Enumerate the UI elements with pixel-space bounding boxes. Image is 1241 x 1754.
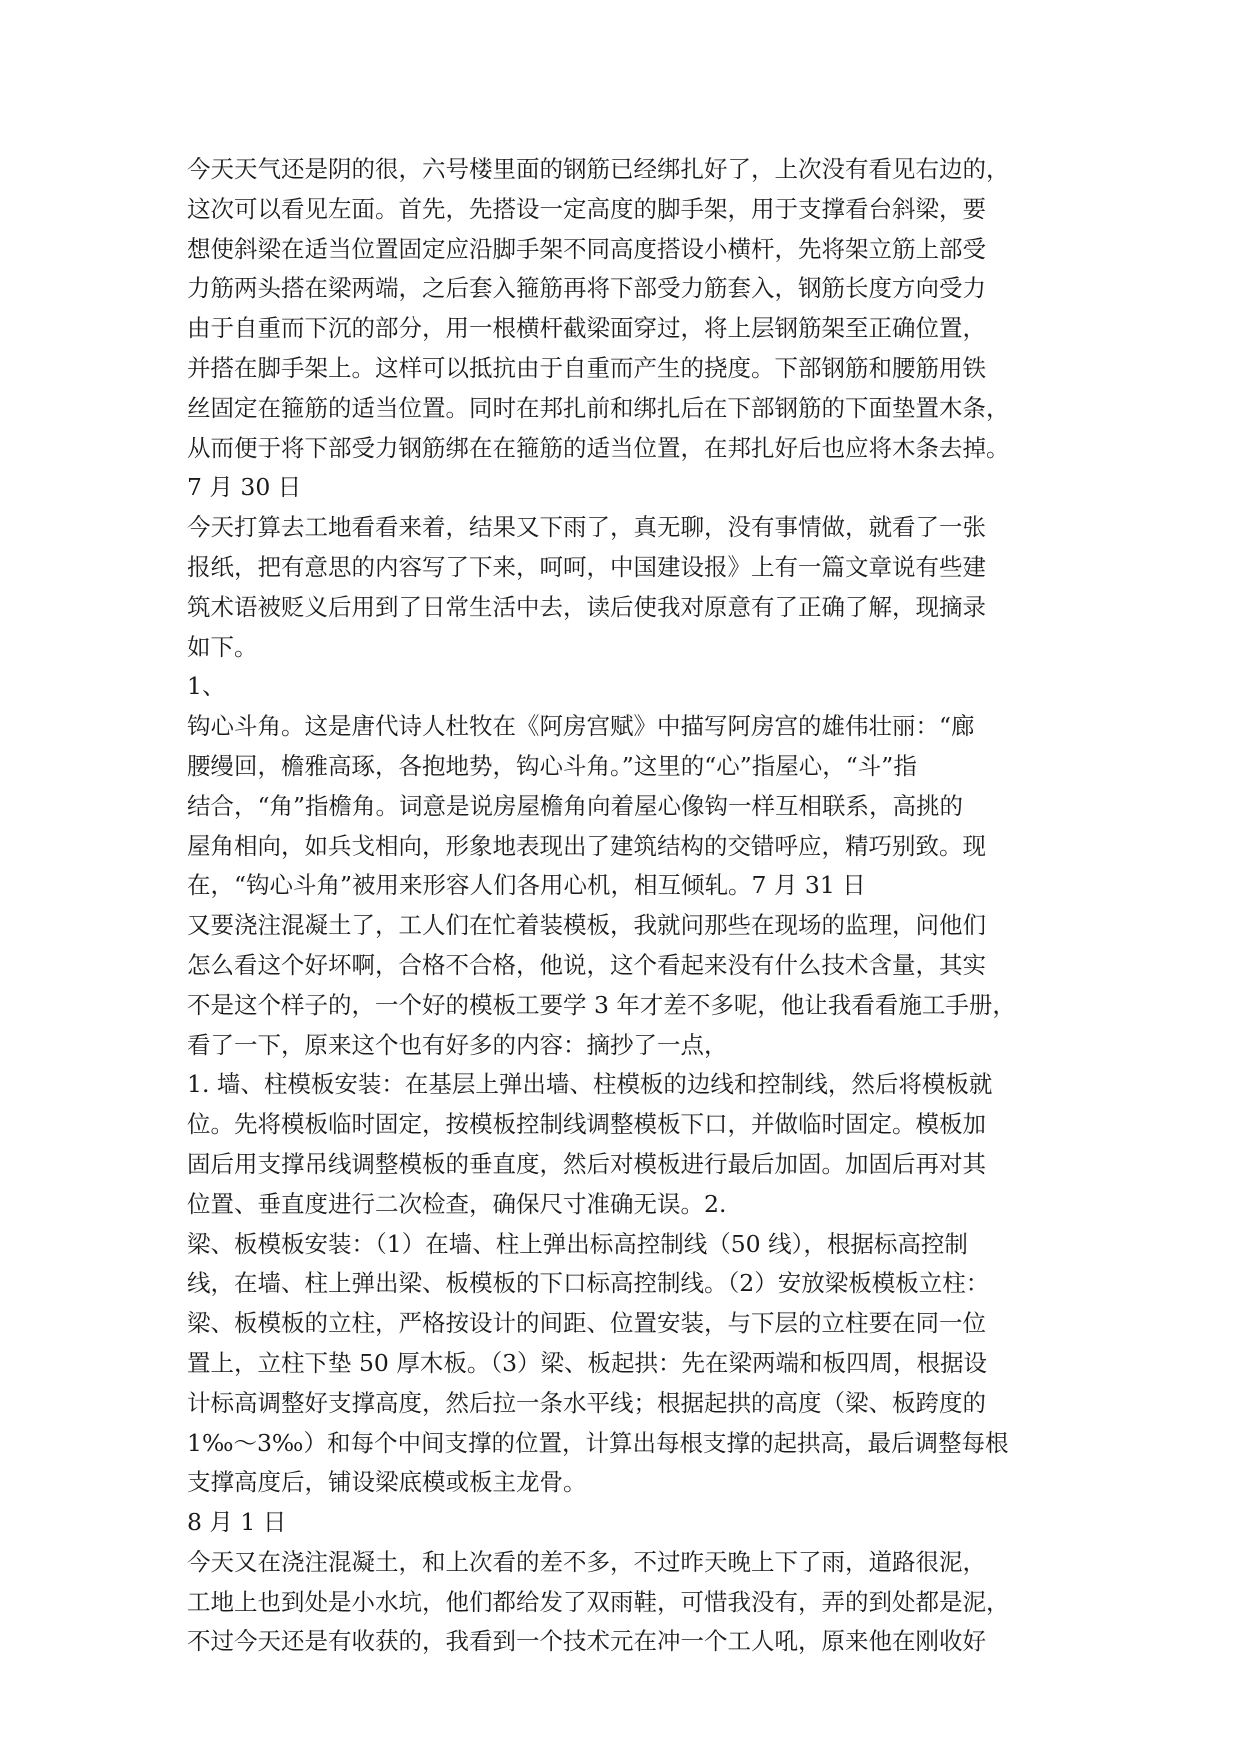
text-line: 腰缦回，檐雅高琢，各抱地势，钩心斗角。”这里的“心”指屋心，“斗”指 bbox=[187, 751, 917, 780]
text-line: 不过今天还是有收获的，我看到一个技术元在冲一个工人吼，原来他在刚收好 bbox=[187, 1627, 986, 1656]
text-line: 钩心斗角。这是唐代诗人杜牧在《阿房宫赋》中描写阿房宫的雄伟壮丽：“廊 bbox=[187, 712, 975, 741]
date-heading: 8 月 1 日 bbox=[187, 1508, 287, 1537]
text-line: 看了一下，原来这个也有好多的内容：摘抄了一点， bbox=[187, 1030, 728, 1059]
text-line: 今天打算去工地看看来着，结果又下雨了，真无聊，没有事情做，就看了一张 bbox=[187, 513, 986, 542]
text-line: 梁、板模板安装：（1）在墙、柱上弹出标高控制线（50 线），根据标高控制 bbox=[187, 1229, 968, 1258]
text-line: 支撑高度后，铺设梁底模或板主龙骨。 bbox=[187, 1468, 587, 1497]
list-number: 1、 bbox=[187, 672, 226, 701]
text-line: 力筋两头搭在梁两端，之后套入箍筋再将下部受力筋套入，钢筋长度方向受力 bbox=[187, 274, 986, 303]
text-line: 屋角相向，如兵戈相向，形象地表现出了建筑结构的交错呼应，精巧别致。现 bbox=[187, 831, 986, 860]
text-line: 并搭在脚手架上。这样可以抵抗由于自重而产生的挠度。下部钢筋和腰筋用铁 bbox=[187, 353, 986, 382]
document-body bbox=[187, 150, 1087, 1662]
date-heading: 7 月 30 日 bbox=[187, 473, 302, 502]
text-line: 不是这个样子的，一个好的模板工要学 3 年才差不多呢，他让我看看施工手册， bbox=[187, 990, 1016, 1019]
text-line: 想使斜梁在适当位置固定应沿脚手架不同高度搭设小横杆，先将架立筋上部受 bbox=[187, 234, 986, 263]
text-line: 丝固定在箍筋的适当位置。同时在邦扎前和绑扎后在下部钢筋的下面垫置木条， bbox=[187, 393, 1010, 422]
text-line: 今天天气还是阴的很，六号楼里面的钢筋已经绑扎好了，上次没有看见右边的， bbox=[187, 155, 1010, 183]
text-line: 这次可以看见左面。首先，先搭设一定高度的脚手架，用于支撑看台斜梁，要 bbox=[187, 194, 986, 223]
text-line: 在，“钩心斗角”被用来形容人们各用心机，相互倾轧。7 月 31 日 bbox=[187, 871, 866, 900]
text-line: 位置、垂直度进行二次检查，确保尺寸准确无误。2. bbox=[187, 1189, 727, 1218]
text-line: 1‰～3‰）和每个中间支撑的位置，计算出每根支撑的起拱高，最后调整每根 bbox=[187, 1428, 1009, 1457]
text-line: 从而便于将下部受力钢筋绑在在箍筋的适当位置，在邦扎好后也应将木条去掉。 bbox=[187, 433, 1010, 462]
text-line: 1. 墙、柱模板安装：在基层上弹出墙、柱模板的边线和控制线，然后将模板就 bbox=[187, 1070, 993, 1099]
text-line: 结合，“角”指檐角。词意是说房屋檐角向着屋心像钩一样互相联系，高挑的 bbox=[187, 791, 964, 820]
text-line: 今天又在浇注混凝土，和上次看的差不多，不过昨天晚上下了雨，道路很泥， bbox=[187, 1547, 986, 1576]
text-line: 位。先将模板临时固定，按模板控制线调整模板下口，并做临时固定。模板加 bbox=[187, 1110, 986, 1139]
text-line: 报纸，把有意思的内容写了下来，呵呵，中国建设报》上有一篇文章说有些建 bbox=[187, 552, 986, 581]
text-line: 如下。 bbox=[187, 632, 258, 661]
text-line: 怎么看这个好坏啊，合格不合格，他说，这个看起来没有什么技术含量，其实 bbox=[187, 950, 986, 979]
text-line: 由于自重而下沉的部分，用一根横杆截梁面穿过，将上层钢筋架至正确位置， bbox=[187, 314, 986, 343]
text-line: 置上，立柱下垫 50 厚木板。（3）梁、板起拱：先在梁两端和板四周，根据设 bbox=[187, 1348, 988, 1377]
text-line: 梁、板模板的立柱，严格按设计的间距、位置安装，与下层的立柱要在同一位 bbox=[187, 1309, 986, 1338]
text-line: 固后用支撑吊线调整模板的垂直度，然后对模板进行最后加固。加固后再对其 bbox=[187, 1149, 986, 1178]
text-line: 又要浇注混凝土了，工人们在忙着装模板，我就问那些在现场的监理，问他们 bbox=[187, 911, 986, 940]
text-line: 工地上也到处是小水坑，他们都给发了双雨鞋，可惜我没有，弄的到处都是泥， bbox=[187, 1587, 1010, 1616]
text-line: 线，在墙、柱上弹出梁、板模板的下口标高控制线。（2）安放梁板模板立柱： bbox=[187, 1269, 990, 1298]
text-line: 筑术语被贬义后用到了日常生活中去，读后使我对原意有了正确了解，现摘录 bbox=[187, 592, 986, 621]
text-line: 计标高调整好支撑高度，然后拉一条水平线；根据起拱的高度（梁、板跨度的 bbox=[187, 1388, 986, 1417]
